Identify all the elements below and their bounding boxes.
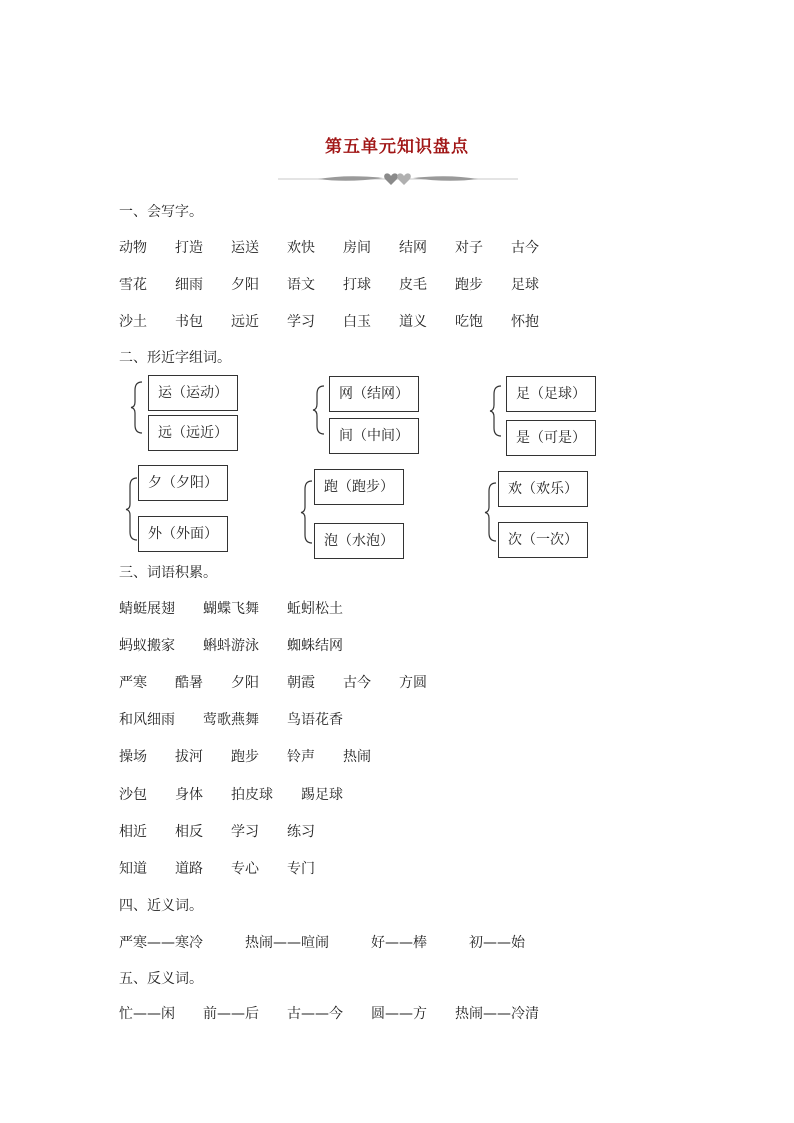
- word-box: 外（外面）: [138, 516, 228, 552]
- list-item: 拔河: [175, 749, 203, 765]
- list-item: 跑步: [455, 277, 483, 293]
- list-item: 语文: [287, 277, 315, 293]
- list-item: 足球: [511, 277, 539, 293]
- section-heading-antonyms: 五、反义词。: [119, 971, 203, 987]
- list-item: 沙包: [119, 787, 147, 803]
- list-item: 学习: [231, 824, 259, 840]
- list-item: 运送: [231, 240, 259, 256]
- list-item: 对子: [455, 240, 483, 256]
- word-box: 运（运动）: [148, 375, 238, 411]
- word-box: 是（可是）: [506, 420, 596, 456]
- list-item: 相近: [119, 824, 147, 840]
- list-item: 酷暑: [175, 675, 203, 691]
- word-box: 跑（跑步）: [314, 469, 404, 505]
- list-item: 打球: [343, 277, 371, 293]
- list-item: 朝霞: [287, 675, 315, 691]
- list-item: 沙土: [119, 314, 147, 330]
- list-item: 踢足球: [301, 787, 343, 803]
- list-item: 道义: [399, 314, 427, 330]
- list-item: 圆——方: [371, 1006, 427, 1022]
- list-item: 学习: [287, 314, 315, 330]
- list-item: 打造: [175, 240, 203, 256]
- list-item: 结网: [399, 240, 427, 256]
- list-item: 细雨: [175, 277, 203, 293]
- list-item: 初——始: [469, 935, 525, 951]
- list-item: 专心: [231, 861, 259, 877]
- list-item: 怀抱: [511, 314, 539, 330]
- list-item: 方圆: [399, 675, 427, 691]
- word-box: 足（足球）: [506, 376, 596, 412]
- list-item: 热闹——喧闹: [245, 935, 329, 951]
- list-item: 前——后: [203, 1006, 259, 1022]
- list-item: 严寒——寒冷: [119, 935, 203, 951]
- list-item: 鸟语花香: [287, 712, 343, 728]
- list-item: 古——今: [287, 1006, 343, 1022]
- list-item: 操场: [119, 749, 147, 765]
- list-item: 动物: [119, 240, 147, 256]
- list-item: 欢快: [287, 240, 315, 256]
- list-item: 热闹——冷清: [455, 1006, 539, 1022]
- word-box: 欢（欢乐）: [498, 471, 588, 507]
- section-heading-write: 一、会写字。: [119, 204, 203, 220]
- list-item: 古今: [511, 240, 539, 256]
- list-item: 蝴蝶飞舞: [203, 601, 259, 617]
- list-item: 蜻蜓展翅: [119, 601, 175, 617]
- word-box: 网（结网）: [329, 376, 419, 412]
- list-item: 练习: [287, 824, 315, 840]
- word-box: 次（一次）: [498, 522, 588, 558]
- list-item: 蚯蚓松土: [287, 601, 343, 617]
- list-item: 身体: [175, 787, 203, 803]
- page-title: 第五单元知识盘点: [325, 137, 469, 157]
- list-item: 道路: [175, 861, 203, 877]
- brace-icon: [312, 384, 328, 436]
- list-item: 雪花: [119, 277, 147, 293]
- section-heading-synonyms: 四、近义词。: [119, 898, 203, 914]
- list-item: 热闹: [343, 749, 371, 765]
- list-item: 莺歌燕舞: [203, 712, 259, 728]
- list-item: 古今: [343, 675, 371, 691]
- list-item: 相反: [175, 824, 203, 840]
- list-item: 蚂蚁搬家: [119, 638, 175, 654]
- list-item: 专门: [287, 861, 315, 877]
- title-divider-ornament: [278, 168, 518, 190]
- brace-icon: [489, 384, 505, 438]
- list-item: 房间: [343, 240, 371, 256]
- list-item: 远近: [231, 314, 259, 330]
- list-item: 拍皮球: [231, 787, 273, 803]
- section-heading-vocabulary: 三、词语积累。: [119, 565, 217, 581]
- list-item: 好——棒: [371, 935, 427, 951]
- list-item: 蜘蛛结网: [287, 638, 343, 654]
- list-item: 夕阳: [231, 675, 259, 691]
- list-item: 铃声: [287, 749, 315, 765]
- list-item: 白玉: [343, 314, 371, 330]
- list-item: 忙——闲: [119, 1006, 175, 1022]
- list-item: 严寒: [119, 675, 147, 691]
- list-item: 蝌蚪游泳: [203, 638, 259, 654]
- list-item: 跑步: [231, 749, 259, 765]
- section-heading-similar-chars: 二、形近字组词。: [119, 350, 231, 366]
- list-item: 书包: [175, 314, 203, 330]
- list-item: 和风细雨: [119, 712, 175, 728]
- list-item: 皮毛: [399, 277, 427, 293]
- list-item: 夕阳: [231, 277, 259, 293]
- brace-icon: [130, 380, 146, 435]
- word-box: 泡（水泡）: [314, 523, 404, 559]
- list-item: 吃饱: [455, 314, 483, 330]
- word-box: 远（远近）: [148, 415, 238, 451]
- word-box: 夕（夕阳）: [138, 465, 228, 501]
- list-item: 知道: [119, 861, 147, 877]
- word-box: 间（中间）: [329, 418, 419, 454]
